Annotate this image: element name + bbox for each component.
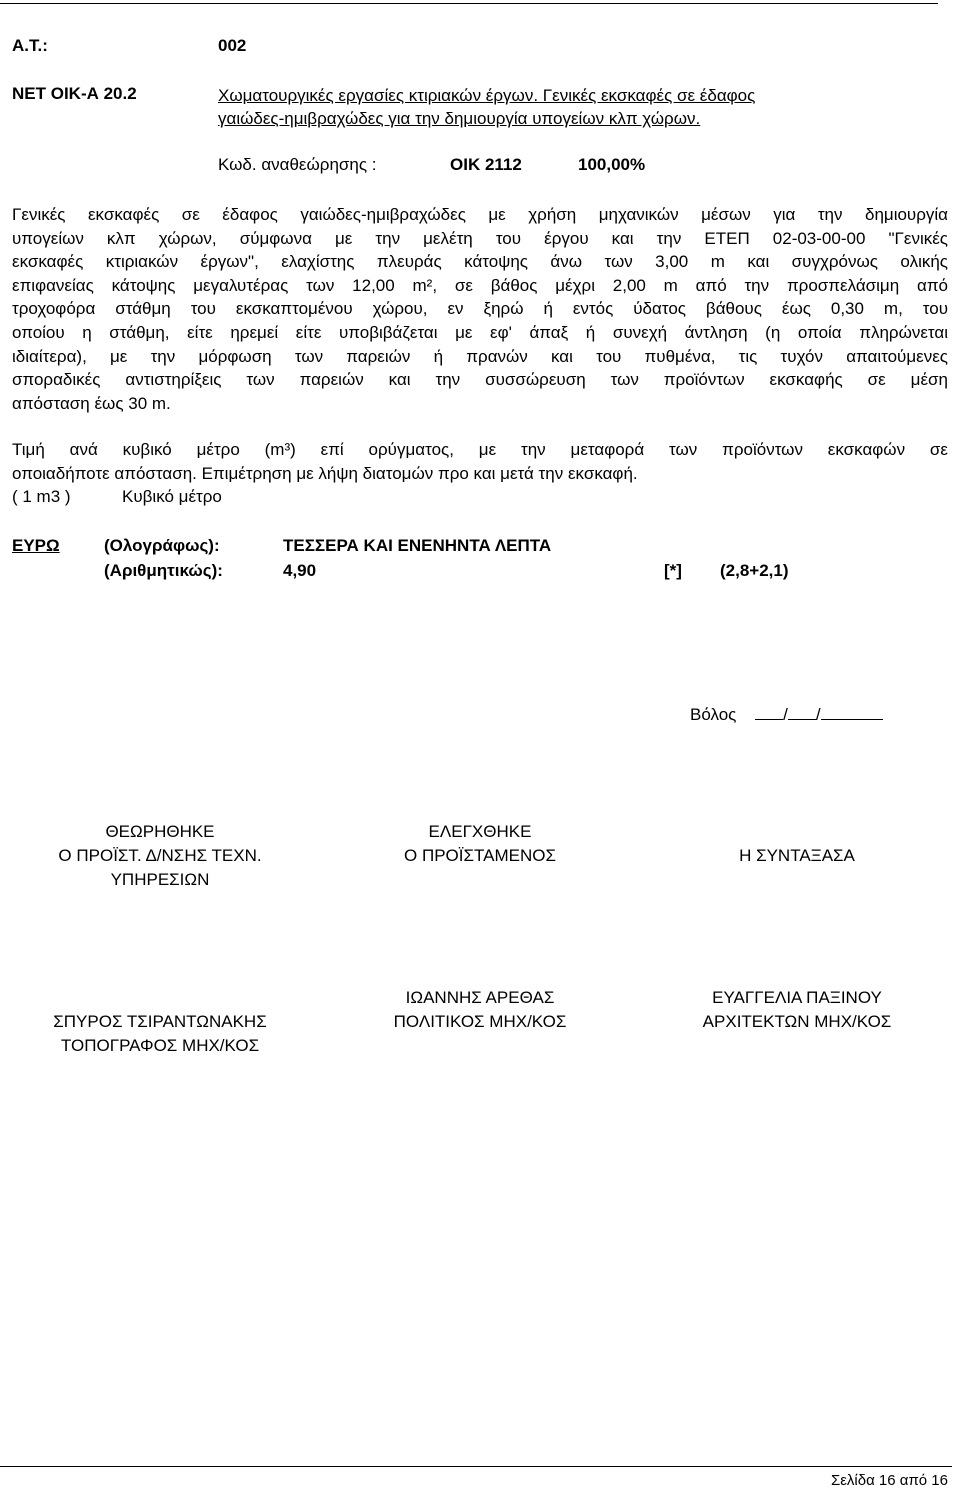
unit-quantity: ( 1 m3 ) — [12, 487, 71, 506]
description-line: απόσταση έως 30 m. — [12, 393, 171, 413]
signature-role-author — [647, 820, 947, 868]
code-label: ΝΕΤ ΟΙΚ-Α 20.2 — [12, 84, 137, 103]
role-line — [647, 820, 947, 844]
price-words-value: ΤΕΣΣΕΡΑ ΚΑΙ ΕΝΕΝΗΝΤΑ ΛΕΠΤΑ — [283, 536, 552, 555]
price-formula: (2,8+2,1) — [720, 561, 789, 580]
price-description-line: οποιαδήποτε απόσταση. Επιμέτρηση με λήψη διατομών προ και μετά την εκσκαφή. — [12, 463, 638, 483]
description — [12, 203, 948, 415]
revision-label: Κωδ. αναθεώρησης : — [218, 155, 377, 174]
date-day-blank — [755, 703, 783, 720]
place-city: Βόλος — [690, 705, 737, 724]
description-line: ιδιαίτερα), με την μόρφωση των παρειών ή πρανών και του πυθμένα, τις τυχόν απαιτούμενες — [12, 346, 948, 366]
date-month-blank — [788, 703, 816, 720]
description-line: Γενικές εκσκαφές σε έδαφος γαιώδες-ημιβραχώδες με χρήση μηχανικών μέσων για την δημιουργία — [12, 205, 948, 224]
place-date — [690, 703, 883, 725]
at-value: 002 — [218, 36, 247, 55]
role-line: Ο ΠΡΟΪΣΤΑΜΕΝΟΣ — [404, 846, 556, 865]
name-line: ΑΡΧΙΤΕΚΤΩΝ ΜΗΧ/ΚΟΣ — [702, 1012, 892, 1031]
price-description-line: Τιμή ανά κυβικό μέτρο (m³) επί ορύγματος, με την μεταφορά των προϊόντων εκσκαφών σε — [12, 440, 948, 459]
name-line: ΣΠΥΡΟΣ ΤΣΙΡΑΝΤΩΝΑΚΗΣ — [53, 1012, 267, 1031]
price-numeric-value: 4,90 — [283, 561, 317, 580]
page-number: Σελίδα 16 από 16 — [830, 1472, 948, 1489]
item-title-line-2: γαιώδες-ημιβραχώδες για την δημιουργία υπογείων κλπ χώρων. — [218, 109, 701, 128]
name-line: ΠΟΛΙΤΙΚΟΣ ΜΗΧ/ΚΟΣ — [393, 1012, 567, 1031]
role-line: ΘΕΩΡΗΘΗΚΕ — [105, 822, 215, 841]
role-line: ΕΛΕΓΧΘΗΚΕ — [428, 822, 532, 841]
description-line: οποίου η στάθμη, είτε ηρεμεί είτε υποβιβάζεται με εφ' άπαξ ή συνεχή άντληση (η οποία πληρώνεται — [12, 322, 948, 342]
revision-code: ΟΙΚ 2112 — [450, 155, 522, 174]
signature-role-reviewed — [10, 820, 310, 892]
role-line: Η ΣΥΝΤΑΞΑΣΑ — [739, 846, 855, 865]
at-label: Α.Τ.: — [12, 36, 48, 55]
date-separator: / — [815, 705, 821, 724]
description-line: εκσκαφές κτιριακών έργων", ελαχίστης πλευράς κάτοψης άνω των 3,00 m και συγχρόνως ολικής — [12, 252, 948, 272]
name-line: ΕΥΑΓΓΕΛΙΑ ΠΑΞΙΝΟΥ — [712, 988, 882, 1007]
signature-role-checked — [330, 820, 630, 868]
item-title-line-1: Χωματουργικές εργασίες κτιριακών έργων. Γενικές εκσκαφές σε έδαφος — [218, 86, 756, 105]
description-line: υπογείων κλπ χώρων, σύμφωνα με την μελέτη του έργου και την ΕΤΕΠ 02-03-00-00 "Γενικές — [12, 228, 948, 248]
top-rule — [0, 3, 938, 4]
item-title — [218, 84, 755, 130]
description-line: τροχοφόρα στάθμη του εκσκαπτομένου χώρου, εν ξηρώ ή εντός ύδατος βάθους έως 0,30 m, του — [12, 299, 948, 319]
price-marker: [*] — [664, 561, 682, 580]
price-words-label: (Ολογράφως): — [104, 536, 220, 555]
role-line: Ο ΠΡΟΪΣΤ. Δ/ΝΣΗΣ ΤΕΧΝ. — [58, 846, 262, 865]
name-line: ΤΟΠΟΓΡΑΦΟΣ ΜΗΧ/ΚΟΣ — [60, 1036, 260, 1055]
date-separator: / — [783, 705, 788, 724]
price-description — [12, 438, 948, 485]
unit-name: Κυβικό μέτρο — [122, 487, 222, 506]
signature-name-reviewed — [10, 986, 310, 1058]
description-line: επιφανείας κάτοψης μεγαλυτέρας των 12,00 m², σε βάθος μέχρι 2,00 m από την προσπελάσιμη από — [12, 275, 948, 295]
date-year-blank — [821, 703, 883, 720]
currency-label: ΕΥΡΩ — [12, 536, 60, 555]
name-line — [10, 986, 310, 1010]
price-numeric-label: (Αριθμητικώς): — [104, 561, 223, 580]
name-line: ΙΩΑΝΝΗΣ ΑΡΕΘΑΣ — [405, 988, 555, 1007]
signature-name-checked — [330, 986, 630, 1034]
signature-name-author — [647, 986, 947, 1034]
description-line: σποραδικές αντιστηρίξεις των παρειών και την συσσώρευση των προϊόντων εκσκαφής σε μέση — [12, 370, 948, 390]
role-line: ΥΠΗΡΕΣΙΩΝ — [110, 870, 210, 889]
footer-rule — [0, 1466, 952, 1467]
revision-percent: 100,00% — [578, 155, 646, 174]
